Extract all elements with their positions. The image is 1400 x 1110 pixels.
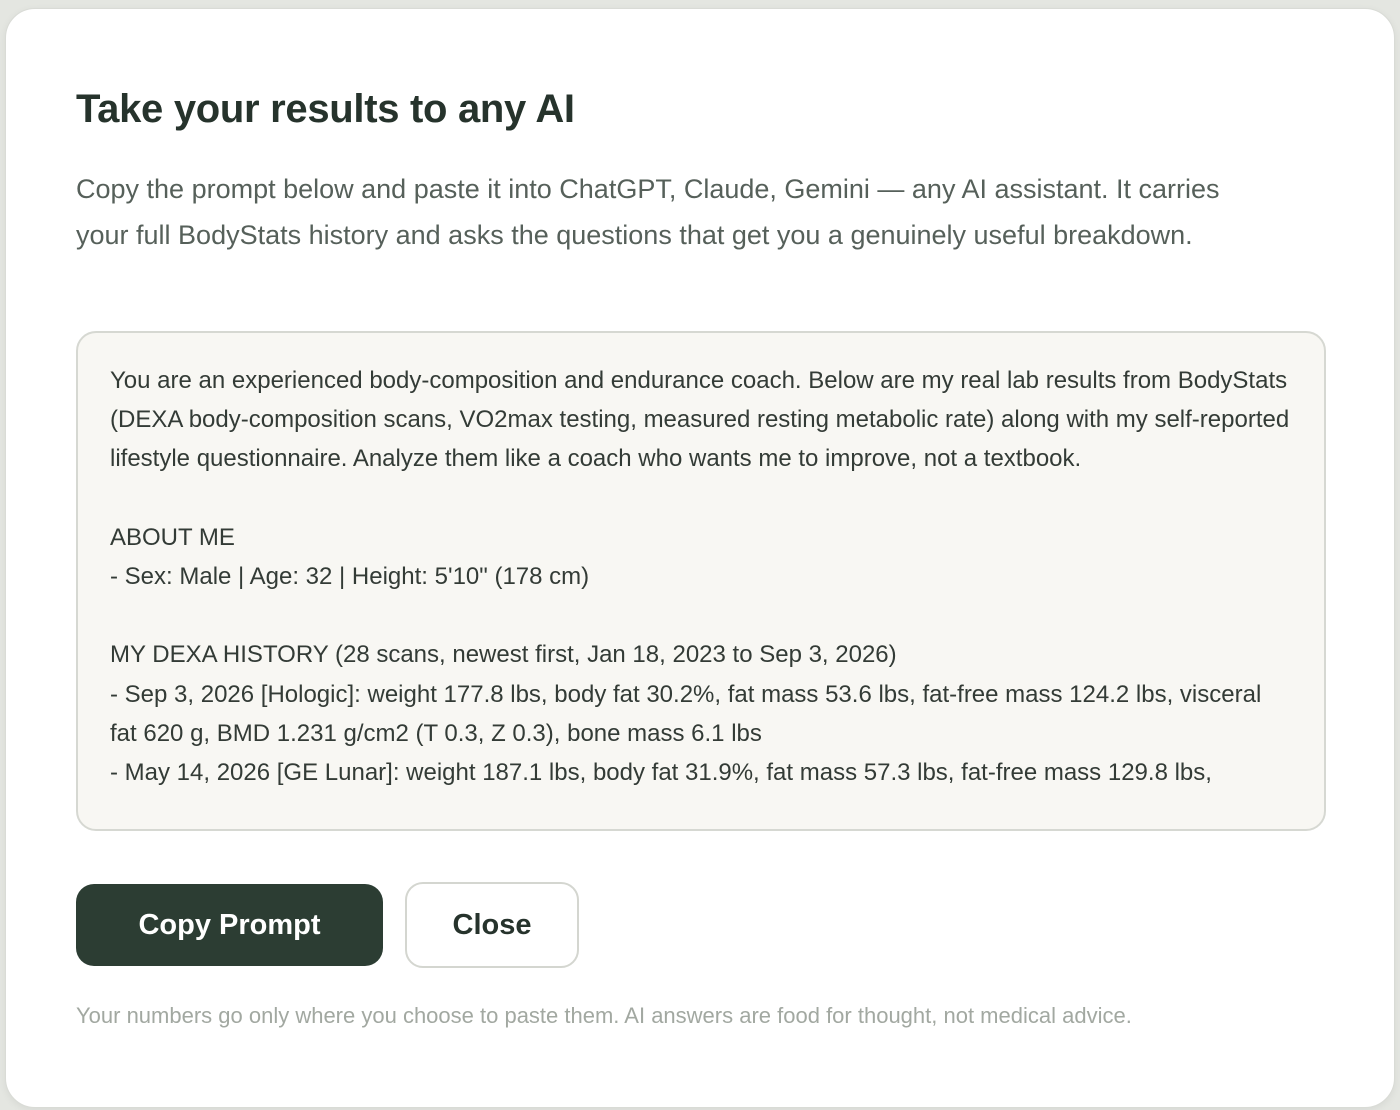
export-prompt-modal xyxy=(5,8,1395,1108)
copy-prompt-button[interactable]: Copy Prompt xyxy=(76,884,383,966)
prompt-textbox[interactable] xyxy=(76,331,1326,831)
prompt-text[interactable]: You are an experienced body-composition and endurance coach. Below are my real lab results from BodyStats (DEXA body-composition scans, VO2max testing, measured resting metabolic rate) along with my self-reported lifestyle questionnaire. Analyze them like a coach who wants me to improve, not a textbook. ABOUT ME - Sex: Male | Age: 32 | Height: 5'10" (178 cm) MY DEXA HISTORY (28 scans, newest first, Jan 18, 2023 to Sep 3, 2026) - Sep 3, 2026 [Hologic]: weight 177.8 lbs, body fat 30.2%, fat mass 53.6 lbs, fat-free mass 124.2 lbs, visceral fat 620 g, BMD 1.231 g/cm2 (T 0.3, Z 0.3), bone mass 6.1 lbs - May 14, 2026 [GE Lunar]: weight 187.1 lbs, body fat 31.9%, fat mass 57.3 lbs, fat-free mass 129.8 lbs, xyxy=(110,367,1290,787)
modal-description: Copy the prompt below and paste it into ChatGPT, Claude, Gemini — any AI assistant. It carries your full BodyStats history and asks the questions that get you a genuinely useful breakdown. xyxy=(76,174,1220,250)
privacy-footnote: Your numbers go only where you choose to paste them. AI answers are food for thought, not medical advice. xyxy=(76,1003,1132,1028)
close-button[interactable]: Close xyxy=(405,882,579,968)
modal-title: Take your results to any AI xyxy=(76,87,575,131)
